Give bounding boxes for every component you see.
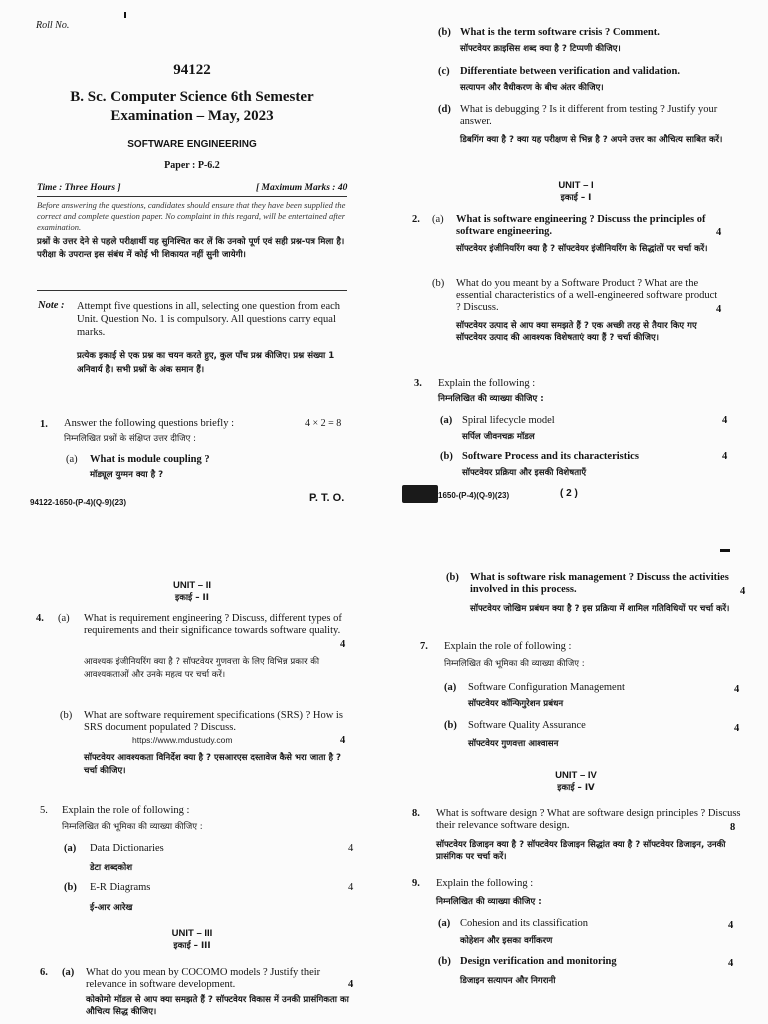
scan-smudge — [402, 485, 438, 503]
q1c-hindi: सत्यापन और वैधीकरण के बीच अंतर कीजिए। — [460, 83, 604, 93]
course-title: B. Sc. Computer Science 6th Semester — [70, 89, 314, 105]
q3-hindi: निम्नलिखित की व्याख्या कीजिए : — [438, 394, 544, 404]
q7-text: Explain the role of following : — [444, 641, 572, 652]
question-number: 1. — [40, 419, 48, 430]
q5b-text: E-R Diagrams — [90, 882, 151, 893]
roll-no-label: Roll No. — [36, 20, 70, 31]
q4b-text: What are software requirement specifications (SRS) ? How is SRS document populated ? Discuss. — [84, 710, 343, 733]
q6b-hindi: सॉफ्टवेयर जोखिम प्रबंधन क्या है ? इस प्रक्रिया में शामिल गतिविधियों पर चर्चा करें। — [470, 604, 730, 614]
inline-url: https://www.mdustudy.com — [132, 735, 233, 745]
q7b-label: (b) — [444, 720, 457, 731]
question-number: 4. — [36, 613, 44, 624]
q1c-text: Differentiate between verification and validation. — [460, 66, 680, 77]
note-english: Attempt five questions in all, selecting one question from each Unit. Question No. 1 is compulsory. All questions carry equal marks. — [77, 301, 341, 338]
q5a-marks: 4 — [348, 843, 354, 854]
q4a-label: (a) — [58, 613, 70, 624]
q8-marks: 8 — [730, 822, 736, 833]
q6a-label: (a) — [62, 967, 75, 978]
q1d-label: (d) — [438, 104, 451, 115]
question-number: 7. — [420, 641, 428, 652]
q9b-label: (b) — [438, 956, 451, 967]
question-number: 9. — [412, 878, 420, 889]
q2b-label: (b) — [432, 278, 445, 289]
q7b-text: Software Quality Assurance — [468, 720, 586, 731]
q1a-text: What is module coupling ? — [90, 454, 210, 465]
q5b-marks: 4 — [348, 882, 354, 893]
page-number: ( 2 ) — [560, 488, 578, 499]
unit-heading: UNIT – IV — [555, 770, 597, 781]
page-4 — [384, 512, 768, 1024]
q3b-text: Software Process and its characteristics — [462, 451, 639, 462]
q4a-marks: 4 — [340, 639, 346, 650]
q5b-label: (b) — [64, 882, 77, 893]
q1b-text: What is the term software crisis ? Comment. — [460, 27, 660, 38]
q3a-hindi: सर्पिल जीवनचक्र मॉडल — [462, 432, 535, 442]
q1a-hindi: मॉड्यूल युग्मन क्या है ? — [90, 470, 164, 480]
unit-heading: UNIT – I — [558, 180, 594, 191]
q9a-label: (a) — [438, 918, 451, 929]
q9b-marks: 4 — [728, 958, 734, 969]
footer-code: 94122-1650-(P-4)(Q-9)(23) — [30, 498, 127, 507]
q1-marks: 4 × 2 = 8 — [305, 418, 342, 429]
q3b-hindi: सॉफ्टवेयर प्रक्रिया और इसकी विशेषताएँ — [462, 468, 587, 478]
q2b-hindi: सॉफ्टवेयर उत्पाद से आप क्या समझते हैं ? एक अच्छी तरह से तैयार किए गए सॉफ्टवेयर उत्पाद की आवश्यक विशेषताएं क्या हैं ? चर्चा कीजिए। — [456, 321, 697, 343]
q9a-marks: 4 — [728, 920, 734, 931]
page-3 — [0, 512, 384, 1024]
q4a-text: What is requirement engineering ? Discuss, different types of requirements and their significance towards software quality. — [84, 613, 342, 636]
q3b-label: (b) — [440, 451, 453, 462]
q6a-hindi: कोकोमो मॉडल से आप क्या समझते हैं ? सॉफ्टवेयर विकास में उनकी प्रासंगिकता का औचित्य सिद्ध कीजिए। — [86, 995, 349, 1017]
q3b-marks: 4 — [722, 451, 728, 462]
divider — [37, 290, 347, 291]
q6b-text: What is software risk management ? Discuss the activities involved in this process. — [470, 572, 729, 595]
q8-text: What is software design ? What are software design principles ? Discuss their relevance software design. — [436, 808, 741, 831]
instruction-hindi: प्रश्नों के उत्तर देने से पहले परीक्षार्थी यह सुनिश्चित कर लें कि उनको पूर्ण एवं सही प्रश्न-पत्र मिला है। परीक्षा के उपरान्त इस संबंध में कोई भी शिकायत नहीं सुनी जायेगी। — [37, 237, 345, 260]
q3a-marks: 4 — [722, 415, 728, 426]
question-number: 6. — [40, 967, 48, 978]
unit-heading: UNIT – II — [172, 580, 211, 591]
q2a-text: What is software engineering ? Discuss the principles of software engineering. — [456, 214, 706, 237]
max-marks-label: [ Maximum Marks : 40 — [256, 183, 348, 193]
q4a-hindi: आवश्यक इंजीनियरिंग क्या है ? सॉफ्टवेयर गुणवत्ता के लिए विभिन्न प्रकार की आवश्यकताओं और उनके महत्व पर चर्चा करें। — [84, 657, 320, 680]
q4b-label: (b) — [60, 710, 73, 721]
q6a-marks: 4 — [348, 979, 354, 990]
q1b-label: (b) — [438, 27, 451, 38]
q3-text: Explain the following : — [438, 378, 536, 389]
q5a-label: (a) — [64, 843, 77, 854]
unit-heading: UNIT – III — [171, 928, 213, 939]
divider — [37, 196, 347, 197]
q9b-text: Design verification and monitoring — [460, 956, 617, 967]
question-number: 8. — [412, 808, 420, 819]
q7a-marks: 4 — [734, 684, 740, 695]
time-label: Time : Three Hours ] — [37, 183, 121, 193]
q7b-hindi: सॉफ्टवेयर गुणवत्ता आश्वासन — [468, 739, 559, 749]
q9a-hindi: कोहेशन और इसका वर्गीकरण — [460, 936, 553, 946]
q1c-label: (c) — [438, 66, 450, 77]
q4b-marks: 4 — [340, 735, 346, 746]
q8-hindi: सॉफ्टवेयर डिजाइन क्या है ? सॉफ्टवेयर डिजाइन सिद्धांत क्या है ? सॉफ्टवेयर डिजाइन, उनकी प्रासंगिक पर चर्चा करें। — [436, 840, 726, 862]
page-1 — [0, 0, 384, 512]
q4b-hindi: सॉफ्टवेयर आवश्यकता विनिर्देश क्या है ? एसआरएस दस्तावेज कैसे भरा जाता है ? चर्चा कीजिए। — [84, 753, 342, 776]
q5-hindi: निम्नलिखित की भूमिका की व्याख्या कीजिए : — [62, 822, 203, 832]
q9-hindi: निम्नलिखित की व्याख्या कीजिए : — [436, 897, 542, 907]
q2b-marks: 4 — [716, 304, 722, 315]
q6a-text: What do you mean by COCOMO models ? Justify their relevance in software development. — [86, 967, 321, 990]
scan-mark — [124, 12, 126, 18]
q7-hindi: निम्नलिखित की भूमिका की व्याख्या कीजिए : — [444, 659, 585, 669]
instruction-english: Before answering the questions, candidates should ensure that they have been supplied the correct and complete question paper. No complaint in this regard, will be entertained after examination. — [37, 200, 346, 232]
unit-heading-hindi: इकाई – III — [173, 941, 211, 951]
q6b-label: (b) — [446, 572, 459, 583]
paper-code: 94122 — [173, 62, 211, 78]
q1d-hindi: डिबगिंग क्या है ? क्या यह परीक्षण से भिन्न है ? अपने उत्तर का औचित्य साबित करें। — [460, 135, 723, 145]
question-number: 5. — [40, 805, 48, 816]
q9b-hindi: डिजाइन सत्यापन और निगरानी — [460, 976, 556, 986]
q1a-label: (a) — [66, 454, 78, 465]
exam-title: Examination – May, 2023 — [110, 108, 274, 124]
q5a-text: Data Dictionaries — [90, 843, 164, 854]
q3a-text: Spiral lifecycle model — [462, 415, 555, 426]
q2a-label: (a) — [432, 214, 444, 225]
q6b-marks: 4 — [740, 586, 746, 597]
question-number: 3. — [414, 378, 422, 389]
q5a-hindi: डेटा शब्दकोश — [90, 863, 133, 873]
q3a-label: (a) — [440, 415, 453, 426]
subject-title: SOFTWARE ENGINEERING — [127, 139, 257, 150]
q5b-hindi: ई-आर आरेख — [90, 903, 133, 913]
note-hindi: प्रत्येक इकाई से एक प्रश्न का चयन करते हुए, कुल पाँच प्रश्न कीजिए। प्रश्न संख्या 1 अनिवार्य है। सभी प्रश्नों के अंक समान हैं। — [77, 351, 335, 375]
q7b-marks: 4 — [734, 723, 740, 734]
q2b-text: What do you meant by a Software Product ? What are the essential characteristics of a well-engineered software product ? Discuss. — [456, 278, 718, 313]
footer-code: 1650-(P-4)(Q-9)(23) — [438, 491, 510, 500]
unit-heading-hindi: इकाई – II — [175, 593, 209, 603]
q7a-label: (a) — [444, 682, 457, 693]
q9a-text: Cohesion and its classification — [460, 918, 589, 929]
q1-text: Answer the following questions briefly : — [64, 418, 235, 429]
scan-mark — [720, 549, 730, 552]
q7a-text: Software Configuration Management — [468, 682, 625, 693]
unit-heading-hindi: इकाई – IV — [557, 783, 595, 793]
question-number: 2. — [412, 214, 420, 225]
q1d-text: What is debugging ? Is it different from testing ? Justify your answer. — [460, 104, 718, 127]
q1-hindi: निम्नलिखित प्रश्नों के संक्षिप्त उत्तर दीजिए : — [64, 434, 196, 444]
q9-text: Explain the following : — [436, 878, 534, 889]
pto-label: P. T. O. — [309, 492, 345, 504]
q2a-marks: 4 — [716, 227, 722, 238]
q7a-hindi: सॉफ्टवेयर कॉन्फिगुरेशन प्रबंधन — [468, 699, 564, 709]
paper-number: Paper : P-6.2 — [164, 160, 220, 171]
q1b-hindi: सॉफ्टवेयर क्राइसिस शब्द क्या है ? टिप्पणी कीजिए। — [460, 44, 621, 54]
q2a-hindi: सॉफ्टवेयर इंजीनियरिंग क्या है ? सॉफ्टवेयर इंजीनियरिंग के सिद्धांतों पर चर्चा करें। — [456, 244, 708, 254]
page-2 — [384, 0, 768, 512]
unit-heading-hindi: इकाई – I — [560, 193, 592, 203]
note-label: Note : — [38, 300, 65, 311]
q5-text: Explain the role of following : — [62, 805, 190, 816]
